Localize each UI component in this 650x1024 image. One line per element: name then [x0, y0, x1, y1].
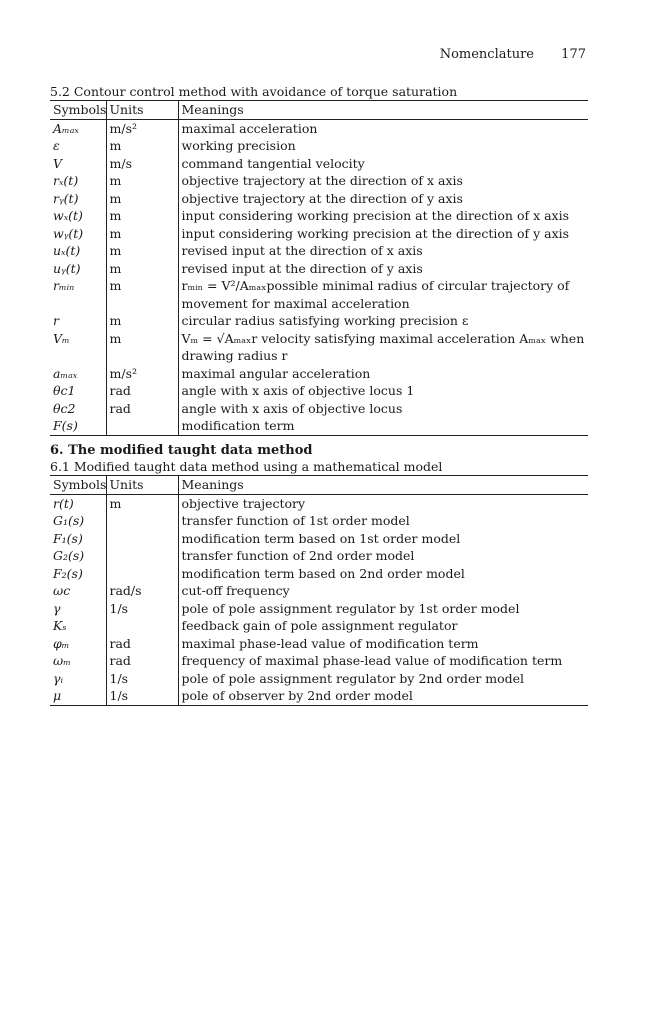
- meaning-cell: objective trajectory at the direction of y axis: [181, 190, 463, 206]
- symbol-cell: Vₘ: [50, 330, 106, 365]
- unit-cell: m: [106, 207, 178, 225]
- table-row: [50, 494, 588, 512]
- symbol-cell: uᵧ(t): [50, 260, 106, 278]
- symbol-cell: Aₘₐₓ: [50, 119, 106, 137]
- meaning-cell: transfer function of 1st order model: [181, 513, 410, 528]
- unit-cell: 1/s: [106, 670, 178, 688]
- page-number: 177: [561, 47, 586, 62]
- table-row: [50, 207, 588, 225]
- unit-cell: m: [106, 330, 178, 365]
- meaning-cell: modification term based on 2nd order model: [181, 565, 465, 581]
- nomenclature-table: [50, 475, 588, 706]
- column-header-symbols: Symbols: [50, 476, 106, 495]
- table-row: [50, 137, 588, 155]
- symbol-cell: μ: [50, 687, 106, 705]
- symbol-cell: rₓ(t): [50, 172, 106, 190]
- symbol-cell: r: [50, 312, 106, 330]
- unit-cell: m/s: [106, 155, 178, 173]
- meaning-cell: pole of observer by 2nd order model: [178, 687, 588, 705]
- table-row: [50, 172, 588, 190]
- unit-cell: m: [106, 137, 178, 155]
- symbol-cell: V: [50, 155, 106, 173]
- unit-cell: rad/s: [106, 582, 178, 600]
- meaning-cell: angle with x axis of objective locus 1: [181, 383, 415, 398]
- meaning-cell: command tangential velocity: [181, 155, 365, 171]
- unit-cell: m: [106, 494, 178, 512]
- symbol-cell: Kₛ: [50, 617, 106, 635]
- table-header-row: [50, 101, 588, 120]
- column-header-meanings: Meanings: [178, 476, 588, 495]
- meaning-cell: frequency of maximal phase-lead value of modification term: [181, 653, 563, 668]
- unit-cell: m: [106, 172, 178, 190]
- symbol-cell: rᵧ(t): [50, 190, 106, 208]
- unit-cell: m: [106, 312, 178, 330]
- meaning-cell: maximal phase-lead value of modification term: [181, 635, 479, 651]
- meaning-cell: maximal acceleration: [181, 120, 318, 136]
- table-row: [50, 277, 588, 312]
- symbol-cell: wᵧ(t): [50, 225, 106, 243]
- symbol-cell: aₘₐₓ: [50, 365, 106, 383]
- unit-cell: m: [106, 190, 178, 208]
- unit-cell: m: [106, 277, 178, 312]
- meaning-cell: revised input at the direction of y axis: [181, 260, 423, 276]
- table-row: [50, 512, 588, 530]
- meaning-cell: modification term: [178, 417, 588, 435]
- symbol-cell: γᵢ: [50, 670, 106, 688]
- symbol-cell: ωc: [50, 582, 106, 600]
- column-header-meanings: Meanings: [178, 101, 588, 120]
- unit-cell: m: [106, 242, 178, 260]
- unit-cell: [106, 417, 178, 435]
- table-row: [50, 635, 588, 653]
- table-row: [50, 190, 588, 208]
- section-5-2: [50, 84, 588, 436]
- symbol-cell: F(s): [50, 417, 106, 435]
- table-caption: 5.2 Contour control method with avoidance of torque saturation: [50, 84, 458, 99]
- unit-cell: [106, 617, 178, 635]
- table-row: [50, 365, 588, 383]
- table-row: [50, 400, 588, 418]
- meaning-cell: feedback gain of pole assignment regulator: [181, 618, 458, 633]
- table-row: [50, 119, 588, 137]
- unit-cell: m: [106, 260, 178, 278]
- section-heading: 6. The modified taught data method: [50, 443, 313, 458]
- meaning-cell: circular radius satisfying working precision ε: [181, 313, 469, 328]
- meaning-cell: transfer function of 2nd order model: [181, 548, 415, 563]
- meaning-cell: pole of pole assignment regulator by 1st order model: [181, 600, 520, 616]
- table-row: [50, 225, 588, 243]
- symbol-cell: θc1: [50, 382, 106, 400]
- symbol-cell: wₓ(t): [50, 207, 106, 225]
- running-title: Nomenclature: [439, 47, 534, 62]
- symbol-cell: ε: [50, 137, 106, 155]
- table-row: [50, 530, 588, 548]
- unit-cell: rad: [106, 382, 178, 400]
- unit-cell: [106, 530, 178, 548]
- meaning-cell: rₘᵢₙ = V²/Aₘₐₓpossible minimal radius of circular trajectory of movement for maximal acceleration: [181, 278, 570, 311]
- table-row: [50, 260, 588, 278]
- unit-cell: rad: [106, 652, 178, 670]
- column-header-symbols: Symbols: [50, 101, 106, 120]
- symbol-cell: G₁(s): [50, 512, 106, 530]
- table-row: [50, 547, 588, 565]
- symbol-cell: rₘᵢₙ: [50, 277, 106, 312]
- unit-cell: [106, 512, 178, 530]
- symbol-cell: uₓ(t): [50, 242, 106, 260]
- table-row: [50, 155, 588, 173]
- table-row: [50, 687, 588, 705]
- table-body: [50, 119, 588, 435]
- table-row: [50, 617, 588, 635]
- table-row: [50, 565, 588, 583]
- unit-cell: m/s²: [106, 119, 178, 137]
- meaning-cell: revised input at the direction of x axis: [181, 243, 423, 258]
- table-row: [50, 582, 588, 600]
- table-row: [50, 242, 588, 260]
- table-row: [50, 670, 588, 688]
- unit-cell: rad: [106, 635, 178, 653]
- meaning-cell: working precision: [181, 138, 296, 153]
- meaning-cell: modification term based on 1st order model: [181, 530, 461, 546]
- meaning-cell: input considering working precision at the direction of y axis: [181, 225, 570, 241]
- symbol-cell: r(t): [50, 494, 106, 512]
- symbol-cell: ωₘ: [50, 652, 106, 670]
- page-header: [50, 47, 586, 65]
- table-row: [50, 600, 588, 618]
- table-row: [50, 417, 588, 435]
- meaning-cell: pole of pole assignment regulator by 2nd order model: [181, 670, 525, 686]
- meaning-cell: objective trajectory: [181, 495, 306, 511]
- meaning-cell: input considering working precision at the direction of x axis: [181, 208, 570, 223]
- table-body: [50, 494, 588, 705]
- column-header-units: Units: [106, 101, 178, 120]
- unit-cell: 1/s: [106, 687, 178, 705]
- table-header-row: [50, 476, 588, 495]
- unit-cell: m: [106, 225, 178, 243]
- table-row: [50, 312, 588, 330]
- unit-cell: [106, 547, 178, 565]
- symbol-cell: φₘ: [50, 635, 106, 653]
- meaning-cell: Vₘ = √Aₘₐₓr velocity satisfying maximal acceleration Aₘₐₓ when drawing radius r: [181, 330, 585, 363]
- unit-cell: [106, 565, 178, 583]
- symbol-cell: θc2: [50, 400, 106, 418]
- section-6: [50, 442, 588, 706]
- symbol-cell: γ: [50, 600, 106, 618]
- symbol-cell: G₂(s): [50, 547, 106, 565]
- meaning-cell: objective trajectory at the direction of x axis: [181, 173, 463, 188]
- meaning-cell: maximal angular acceleration: [181, 365, 371, 381]
- table-row: [50, 330, 588, 365]
- table-row: [50, 382, 588, 400]
- unit-cell: m/s²: [106, 365, 178, 383]
- unit-cell: 1/s: [106, 600, 178, 618]
- column-header-units: Units: [106, 476, 178, 495]
- table-row: [50, 652, 588, 670]
- table-caption: 6.1 Modified taught data method using a mathematical model: [50, 459, 443, 474]
- nomenclature-table: [50, 100, 588, 436]
- meaning-cell: cut-off frequency: [181, 583, 290, 598]
- meaning-cell: angle with x axis of objective locus: [181, 400, 403, 416]
- unit-cell: rad: [106, 400, 178, 418]
- symbol-cell: F₂(s): [50, 565, 106, 583]
- symbol-cell: F₁(s): [50, 530, 106, 548]
